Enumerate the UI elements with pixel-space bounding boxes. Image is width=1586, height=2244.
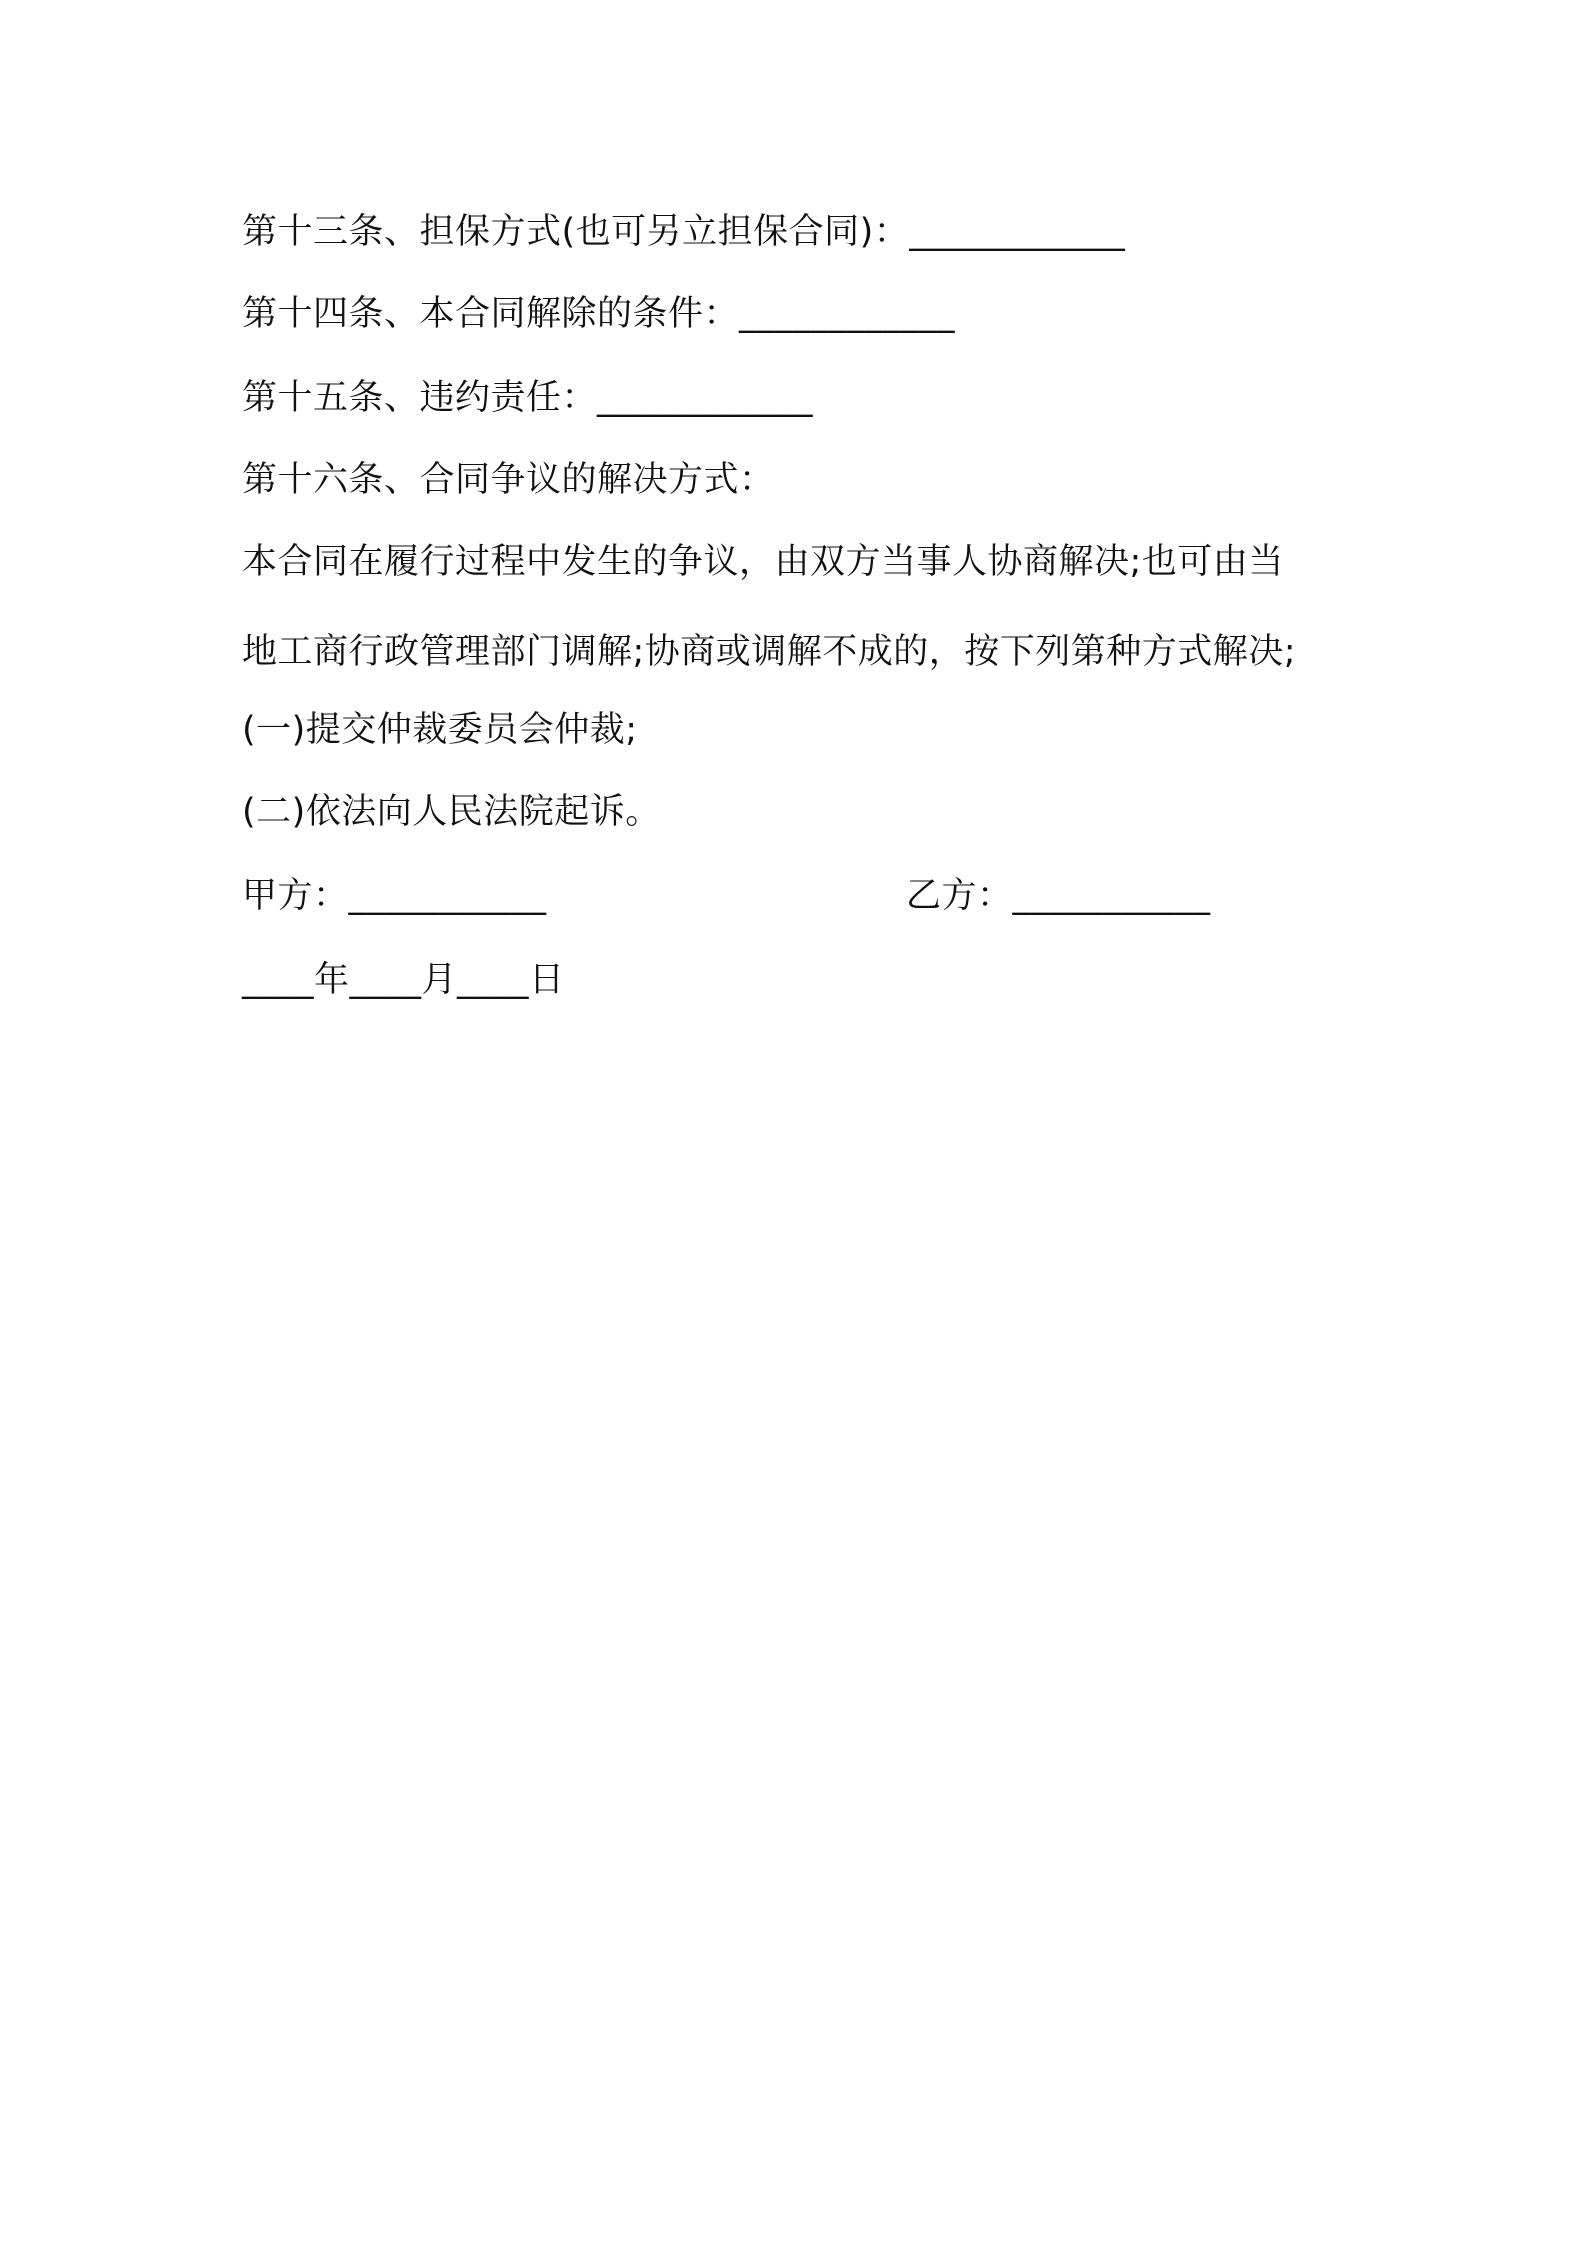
- option-court: (二)依法向人民法院起诉。: [242, 792, 661, 832]
- dispute-text-line-2: 地工商行政管理部门调解;协商或调解不成的，按下列第种方式解决;: [242, 632, 1297, 672]
- party-b-signature: 乙方：___________: [906, 876, 1211, 916]
- clause-13-guarantee-method: 第十三条、担保方式(也可另立担保合同)：____________: [242, 212, 1126, 252]
- clause-14-termination-conditions: 第十四条、本合同解除的条件：____________: [242, 294, 956, 334]
- option-arbitration: (一)提交仲裁委员会仲裁;: [242, 710, 638, 750]
- clause-15-breach-liability: 第十五条、违约责任：____________: [242, 378, 814, 418]
- date-line: ____年____月____日: [242, 960, 565, 1000]
- clause-16-dispute-resolution: 第十六条、合同争议的解决方式：: [242, 460, 775, 500]
- dispute-text-line-1: 本合同在履行过程中发生的争议，由双方当事人协商解决;也可由当: [242, 542, 1284, 582]
- party-a-signature: 甲方：___________: [242, 876, 547, 916]
